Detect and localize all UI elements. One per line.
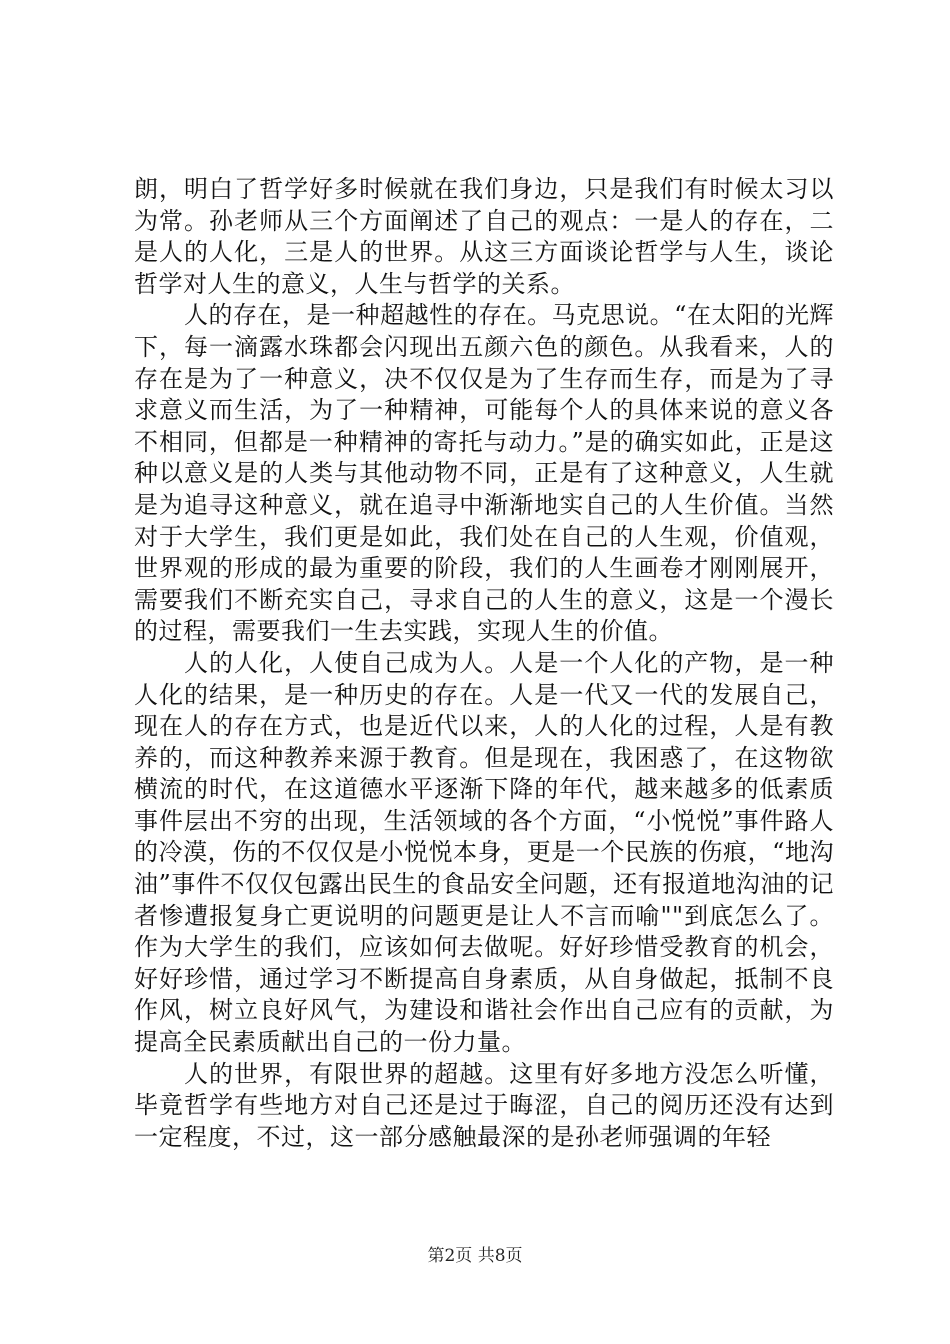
paragraph-existence: 人的存在，是一种超越性的存在。马克思说。“在太阳的光辉下，每一滴露水珠都会闪现出五颜六色的颜色。从我看来，人的存在是为了一种意义，决不仅仅是为了生存而生存，而是为了寻求意义而生活，为了一种精神，可能每个人的具体来说的意义各不相同，但都是一种精神的寄托与动力。”是的确实如此，正是这种以意义是的人类与其他动物不同，正是有了这种意义，人生就是为追寻这种意义，就在追寻中渐渐地实自己的人生价值。当然对于大学生，我们更是如此，我们处在自己的人生观，价值观，世界观的形成的最为重要的阶段，我们的人生画卷才刚刚展开，需要我们不断充实自己，寻求自己的人生的意义，这是一个漫长的过程，需要我们一生去实践，实现人生的价值。 (134, 301, 834, 646)
page-number-footer: 第2页 共8页 (427, 1246, 523, 1266)
paragraph-intro: 朗，明白了哲学好多时候就在我们身边，只是我们有时候太习以为常。孙老师从三个方面阐述了自己的观点：一是人的存在，二是人的人化，三是人的世界。从这三方面谈论哲学与人生，谈论哲学对人生的意义，人生与哲学的关系。 (134, 175, 834, 298)
paragraph-world: 人的世界，有限世界的超越。这里有好多地方没怎么听懂，毕竟哲学有些地方对自己还是过于晦涩，自己的阅历还没有达到一定程度，不过，这一部分感触最深的是孙老师强调的年轻 (134, 1059, 834, 1151)
paragraph-humanization: 人的人化，人使自己成为人。人是一个人化的产物，是一种人化的结果，是一种历史的存在。人是一代又一代的发展自己，现在人的存在方式，也是近代以来，人的人化的过程，人是有教养的，而这种教养来源于教育。但是现在，我困惑了，在这物欲横流的时代，在这道德水平逐渐下降的年代，越来越多的低素质事件层出不穷的出现，生活领域的各个方面，“小悦悦”事件路人的冷漠，伤的不仅仅是小悦悦本身，更是一个民族的伤痕，“地沟油”事件不仅仅包露出民生的食品安全问题，还有报道地沟油的记者惨遭报复身亡更说明的问题更是让人不言而喻""到底怎么了。作为大学生的我们，应该如何去做呢。好好珍惜受教育的机会，好好珍惜，通过学习不断提高自身素质，从自身做起，抵制不良作风，树立良好风气，为建设和谐社会作出自己应有的贡献，为提高全民素质献出自己的一份力量。 (134, 648, 834, 1057)
document-body (134, 174, 834, 1153)
